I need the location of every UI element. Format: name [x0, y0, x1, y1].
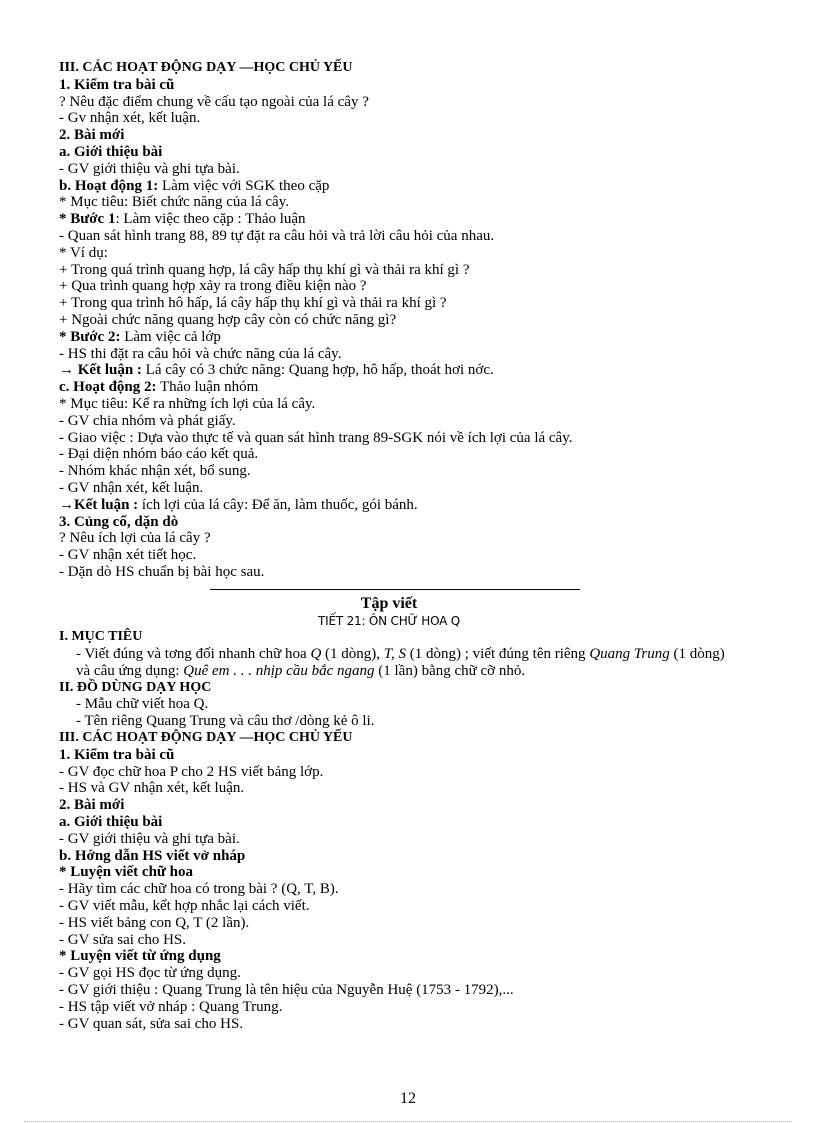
arrow-icon: →	[59, 496, 74, 513]
text-line: - GV viết mẫu, kết hợp nhắc lại cách viết.	[59, 898, 310, 915]
text-line: - GV quan sát, sửa sai cho HS.	[59, 1015, 244, 1032]
activity-2-text: Thảo luận nhóm	[156, 379, 259, 396]
heading-review: 1. Kiểm tra bài cũ	[59, 746, 175, 763]
text-line: - Đại diện nhóm báo cáo kết quả.	[59, 446, 259, 463]
conclusion-line-1	[59, 362, 749, 379]
objectives-italic: T, S	[383, 646, 407, 663]
text-line: - Quan sát hình trang 88, 89 tự đặt ra câu hỏi và trả lời câu hỏi của nhau.	[59, 227, 495, 244]
activity-2-label: c. Hoạt động 2:	[59, 379, 157, 396]
text-line: ? Nêu đặc điểm chung về cấu tạo ngoài của lá cây ?	[59, 93, 369, 110]
objectives-text: (1 dòng),	[321, 646, 384, 663]
lesson-title: Tập viết	[360, 594, 418, 612]
text-line: * Mục tiêu: Biết chức năng của lá cây.	[59, 194, 289, 211]
objectives-text: (1 dòng) và câu ứng dụng:	[76, 646, 725, 679]
heading-new-lesson: 2. Bài mới	[59, 797, 125, 814]
activity-1-label: b. Hoạt động 1:	[59, 177, 159, 194]
heading-materials: II. ĐỒ DÙNG DẠY HỌC	[59, 679, 212, 695]
objectives-italic: Q	[310, 646, 322, 663]
activity-1-text: Làm việc với SGK theo cặp	[158, 177, 330, 194]
heading-review: 1. Kiểm tra bài cũ	[59, 76, 175, 93]
text-line: - GV giới thiệu và ghi tựa bài.	[59, 160, 240, 177]
objectives-text: (1 dòng) ; viết đúng tên riêng	[406, 646, 590, 663]
conclusion-text: Lá cây có 3 chức năng: Quang hợp, hô hấp, thoát hơi nớc.	[141, 362, 494, 379]
text-line: - GV đọc chữ hoa P cho 2 HS viết bảng lớp.	[59, 763, 324, 780]
text-line: * Mục tiêu: Kể ra những ích lợi của lá cây.	[59, 395, 316, 412]
text-line: - GV giới thiệu : Quang Trung là tên hiệu của Nguyễn Huệ (1753 - 1792),...	[59, 982, 514, 999]
heading-guide: b. Hớng dẫn HS viết vở nháp	[59, 847, 246, 864]
text-line: - Gv nhận xét, kết luận.	[59, 110, 201, 127]
text-line: - GV nhận xét, kết luận.	[59, 479, 204, 496]
heading-capital-practice: * Luyện viết chữ hoa	[59, 864, 194, 881]
section-heading-activities: III. CÁC HOẠT ĐỘNG DẠY —HỌC CHỦ YẾU	[59, 60, 353, 75]
activity-1-line	[59, 178, 749, 195]
conclusion-line-2	[59, 497, 749, 514]
objectives-italic: Quê em . . . nhịp cầu bắc ngang	[183, 662, 375, 679]
objectives-text: (1 lần) bằng chữ cỡ nhỏ.	[374, 662, 526, 679]
heading-objectives: I. MỤC TIÊU	[59, 629, 143, 645]
text-line: + Trong quá trình quang hợp, lá cây hấp thụ khí gì và thải ra khí gì ?	[59, 261, 470, 278]
heading-intro: a. Giới thiệu bài	[59, 814, 163, 831]
heading-intro: a. Giới thiệu bài	[59, 143, 163, 160]
text-line: - GV sửa sai cho HS.	[59, 931, 187, 948]
step-1-label: * Bước 1	[59, 211, 116, 228]
text-line: - HS thi đặt ra câu hỏi và chức năng của lá cây.	[59, 345, 342, 362]
text-line: + Trong qua trình hô hấp, lá cây hấp thụ khí gì và thải ra khí gì ?	[59, 295, 447, 312]
objectives-paragraph	[59, 646, 736, 680]
text-line: - Mẫu chữ viết hoa Q.	[76, 696, 209, 713]
step-2-label: * Bước 2:	[59, 328, 121, 345]
text-line: - Giao việc : Dựa vào thực tế và quan sát hình trang 89-SGK nói về ích lợi của lá cây.	[59, 429, 573, 446]
text-line: - GV gọi HS đọc từ ứng dụng.	[59, 965, 241, 982]
step-2-line	[59, 329, 749, 346]
arrow-icon: →	[59, 362, 74, 379]
heading-word-practice: * Luyện viết từ ứng dụng	[59, 948, 221, 965]
objectives-italic: Quang Trung	[589, 646, 670, 663]
section-heading-activities: III. CÁC HOẠT ĐỘNG DẠY —HỌC CHỦ YẾU	[59, 730, 353, 746]
text-line: - Nhóm khác nhận xét, bổ sung.	[59, 463, 251, 480]
page-bottom-dotted-rule	[24, 1121, 792, 1122]
page-number: 12	[400, 1090, 416, 1107]
conclusion-label: Kết luận :	[74, 496, 139, 513]
step-2-text: Làm việc cả lớp	[120, 328, 221, 345]
conclusion-label: Kết luận :	[74, 362, 142, 379]
heading-new-lesson: 2. Bài mới	[59, 127, 125, 144]
section-divider	[210, 589, 580, 590]
text-line: - Tên riêng Quang Trung và câu thơ /dòng kẻ ô li.	[76, 713, 375, 730]
step-1-text: : Làm việc theo cặp : Thảo luận	[115, 211, 306, 228]
text-line: - HS và GV nhận xét, kết luận.	[59, 780, 245, 797]
document-page	[59, 60, 749, 1032]
heading-consolidation: 3. Củng cố, dặn dò	[59, 513, 179, 530]
text-line: * Ví dụ:	[59, 244, 108, 261]
text-line: - GV chia nhóm và phát giấy.	[59, 412, 236, 429]
activity-2-line	[59, 379, 749, 396]
text-line: - HS tập viết vở nháp : Quang Trung.	[59, 998, 283, 1015]
text-line: - Dặn dò HS chuẩn bị bài học sau.	[59, 563, 265, 580]
text-line: - HS viết bảng con Q, T (2 lần).	[59, 914, 250, 931]
text-line: - GV giới thiệu và ghi tựa bài.	[59, 830, 240, 847]
text-line: - Hãy tìm các chữ hoa có trong bài ? (Q, T, B).	[59, 881, 339, 898]
step-1-line	[59, 211, 749, 228]
text-line: + Qua trình quang hợp xảy ra trong điều kiện nào ?	[59, 278, 367, 295]
text-line: + Ngoài chức năng quang hợp cây còn có chức năng gì?	[59, 311, 397, 328]
text-line: ? Nêu ích lợi của lá cây ?	[59, 530, 211, 547]
lesson-subtitle: TIẾT 21: ÔN CHỮ HOA Q	[318, 613, 460, 628]
conclusion-text: ích lợi của lá cây: Để ăn, làm thuốc, gói bánh.	[138, 496, 418, 513]
objectives-text: - Viết đúng và tơng đối nhanh chữ hoa	[76, 646, 311, 663]
text-line: - GV nhận xét tiết học.	[59, 547, 197, 564]
